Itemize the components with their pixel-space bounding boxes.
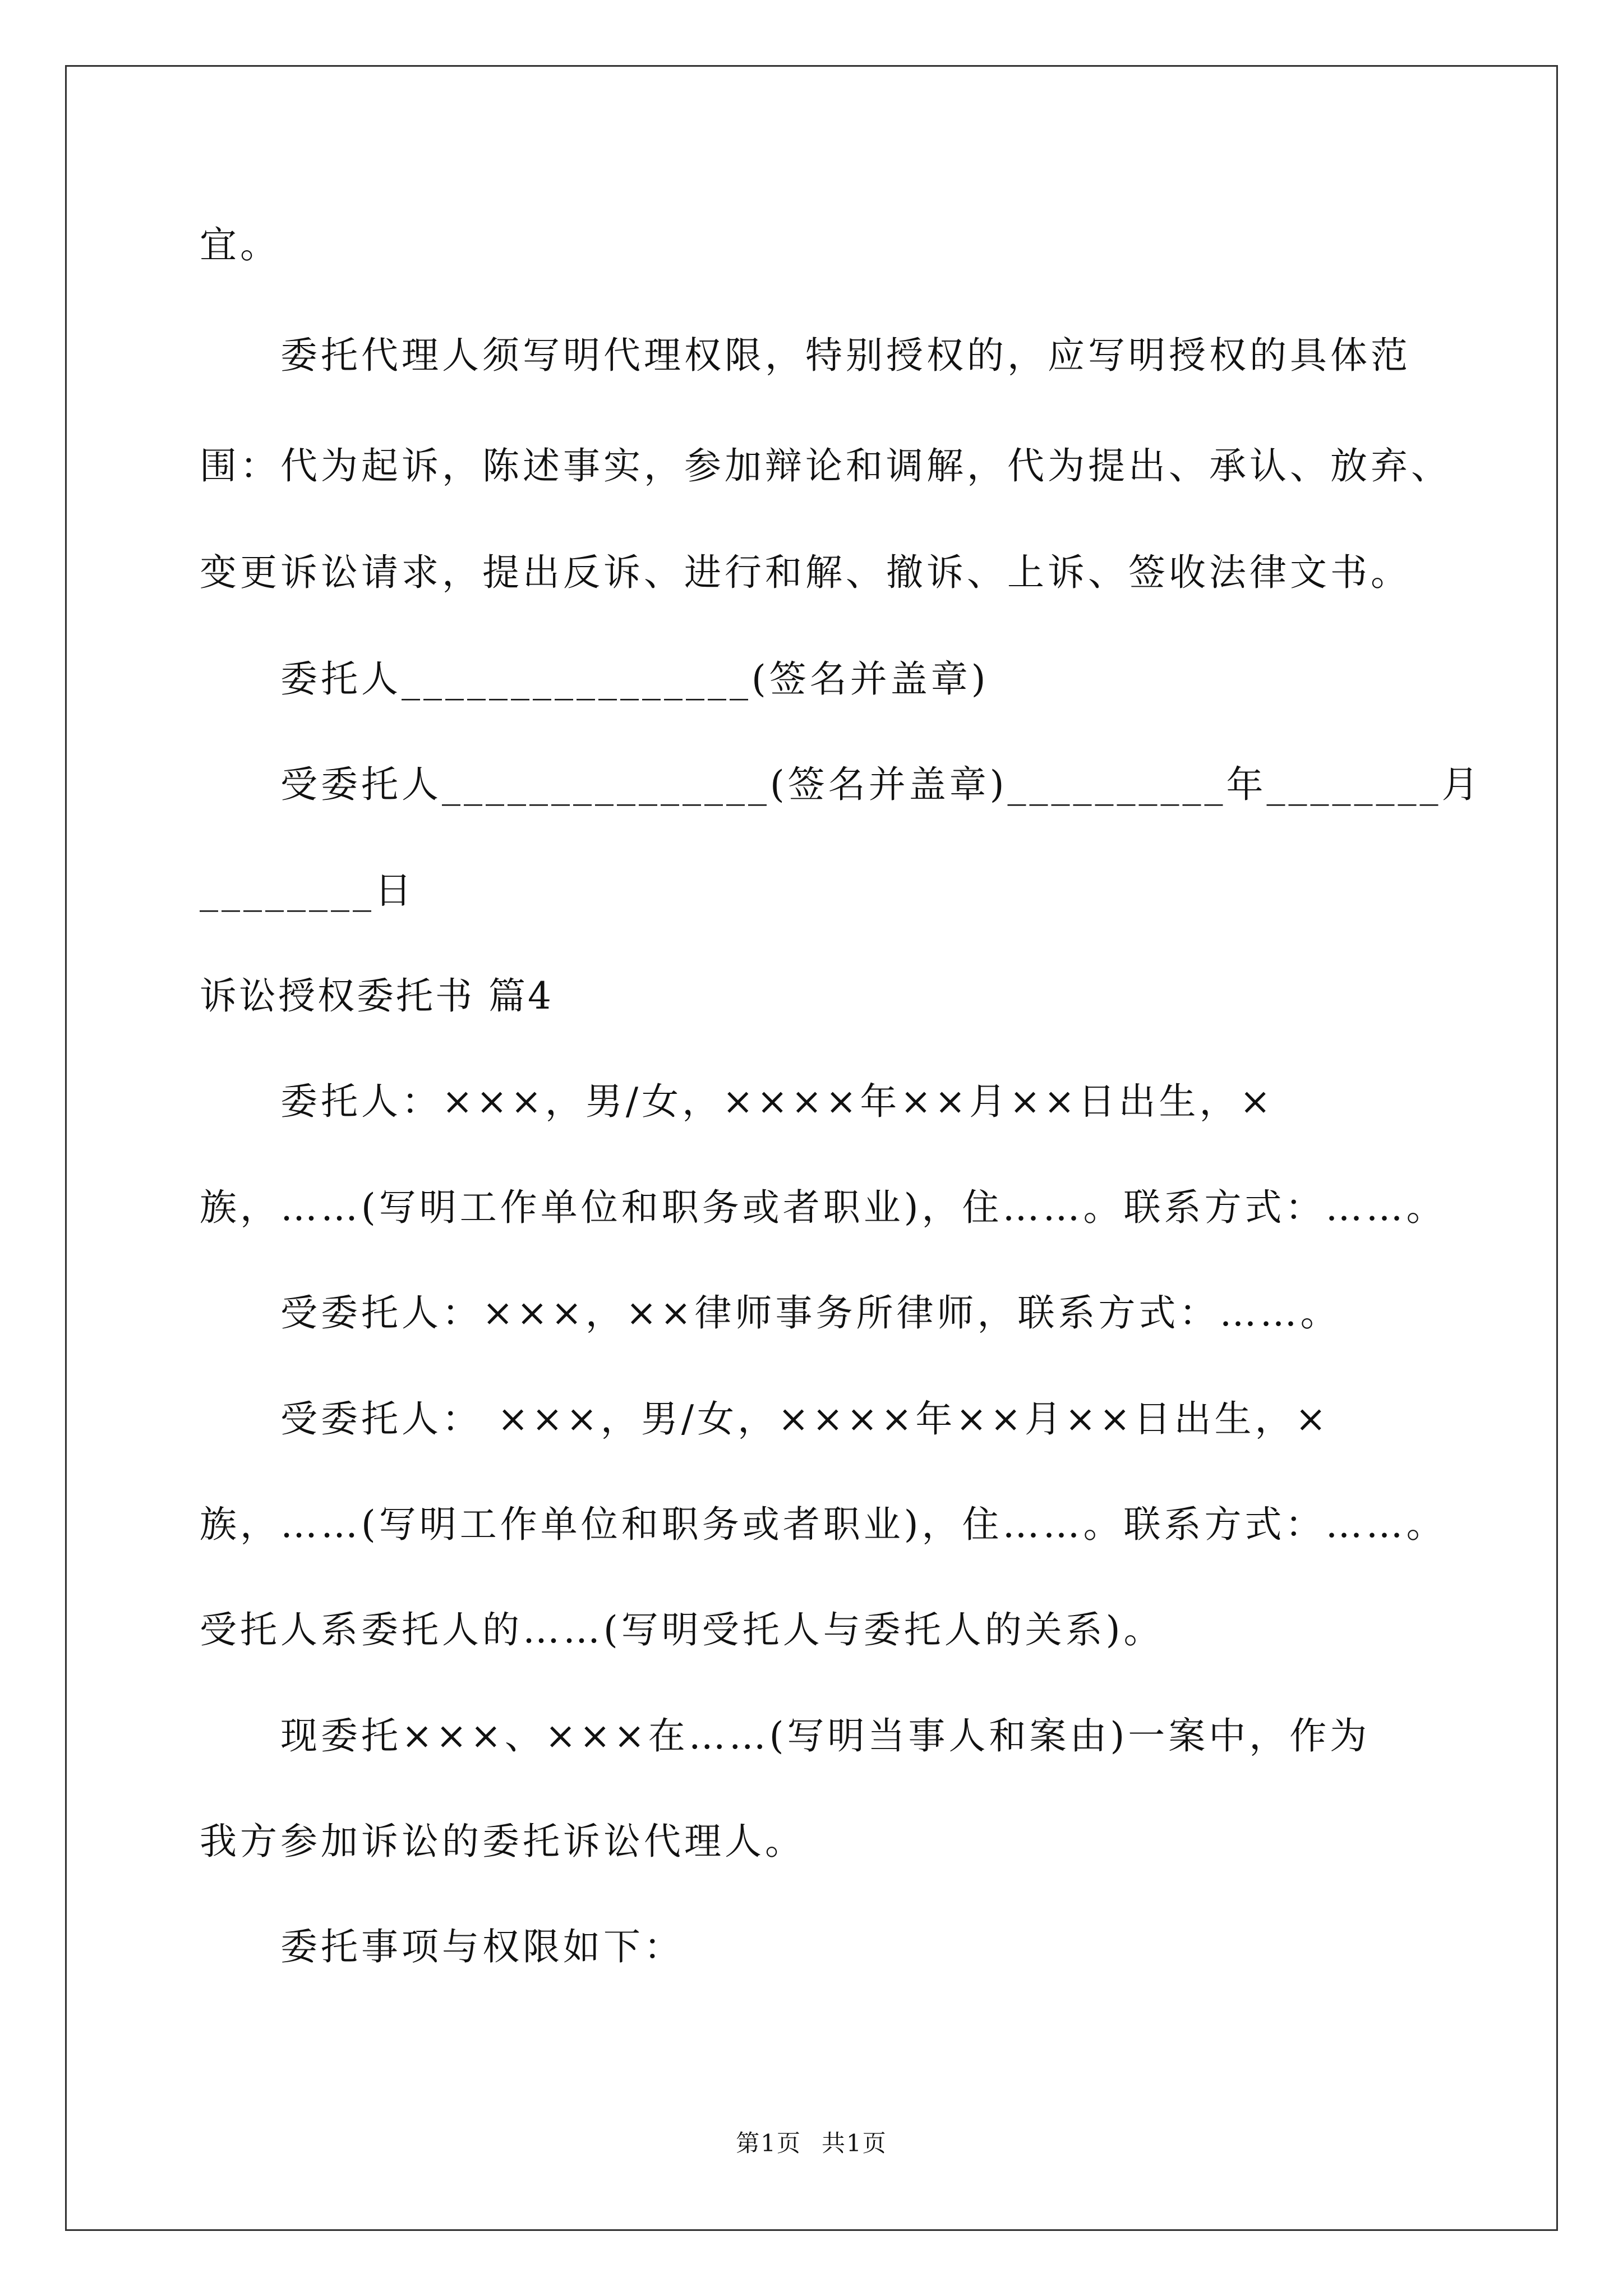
section-heading: 诉讼授权委托书 篇4 — [200, 974, 554, 1018]
text-line-1: 宜。 — [200, 223, 280, 266]
text-line-13: 族，……(写明工作单位和职务或者职业)，住……。联系方式：……。 — [200, 1503, 1447, 1546]
date-day-line: ________日 — [200, 869, 415, 912]
page-border — [65, 65, 1558, 2231]
signature-agent-line: 受委托人_______________(签名并盖章)__________年________月 — [280, 763, 1482, 806]
page-footer — [0, 2128, 1623, 2159]
text-line-17: 委托事项与权限如下： — [280, 1925, 684, 1968]
text-line-3: 围：代为起诉，陈述事实，参加辩论和调解，代为提出、承认、放弃、 — [200, 444, 1451, 487]
text-line-4: 变更诉讼请求，提出反诉、进行和解、撤诉、上诉、签收法律文书。 — [200, 551, 1411, 594]
signature-principal-line: 委托人________________(签名并盖章) — [280, 657, 989, 701]
page-number: 第1页 — [736, 2129, 801, 2157]
text-line-2: 委托代理人须写明代理权限，特别授权的，应写明授权的具体范 — [280, 334, 1411, 377]
text-line-14: 受托人系委托人的……(写明受托人与委托人的关系)。 — [200, 1608, 1164, 1651]
text-line-16: 我方参加诉讼的委托诉讼代理人。 — [200, 1820, 805, 1863]
text-line-12: 受委托人： ×××，男/女，××××年××月××日出生，× — [280, 1397, 1330, 1441]
text-line-15: 现委托×××、×××在……(写明当事人和案由)一案中，作为 — [280, 1714, 1371, 1757]
text-line-10: 族，……(写明工作单位和职务或者职业)，住……。联系方式：……。 — [200, 1186, 1447, 1229]
page-total: 共1页 — [822, 2129, 887, 2157]
text-line-9: 委托人：×××，男/女，××××年××月××日出生，× — [280, 1080, 1274, 1123]
text-line-11: 受委托人：×××，××律师事务所律师，联系方式：……。 — [280, 1291, 1341, 1335]
